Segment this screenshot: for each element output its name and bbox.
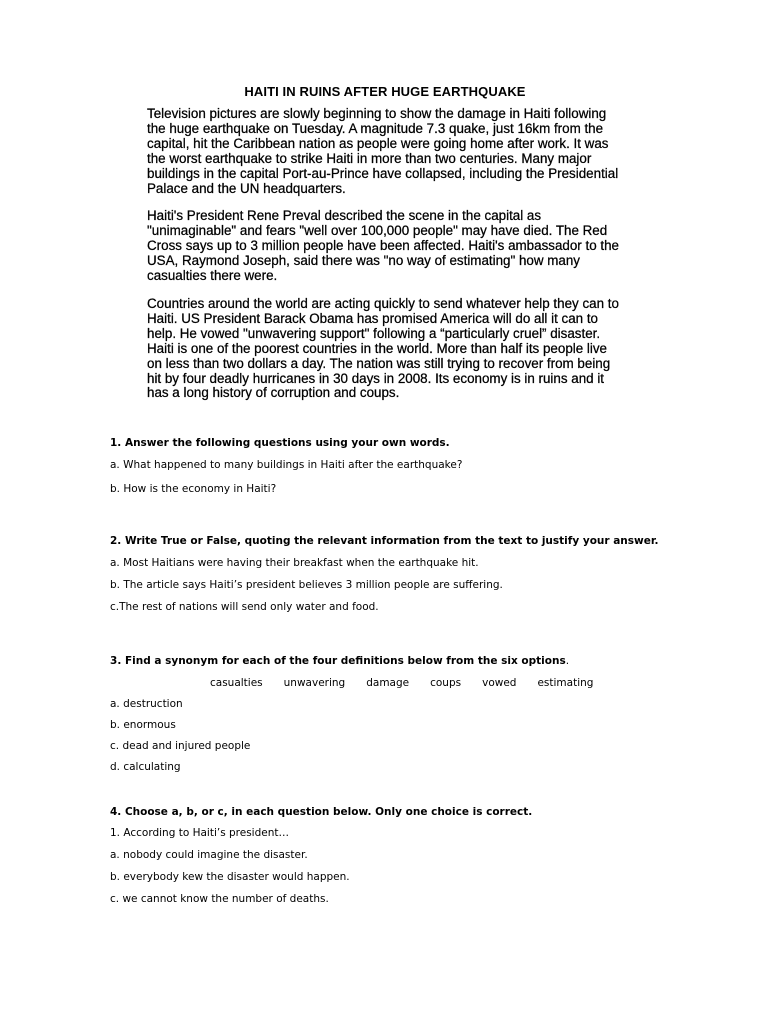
question-4-prompt: 1. According to Haiti’s president…: [110, 827, 289, 839]
word-option: vowed: [482, 677, 517, 689]
question-3-item-a: a. destruction: [110, 698, 183, 710]
question-4-option-b: b. everybody kew the disaster would happen.: [110, 871, 350, 883]
word-options: [210, 676, 614, 690]
article-paragraph-2: Haiti's President Rene Preval described the scene in the capital as "unimaginable" and fears "well over 100,000 people" may have died. The Red Cross says up to 3 million people have been affected. Haiti's ambassador to the USA, Raymond Joseph, said there was "no way of estimating" how many casualties there were.: [147, 208, 619, 284]
question-3-item-c: c. dead and injured people: [110, 740, 251, 752]
question-3-heading-end: .: [565, 655, 570, 667]
question-1-item-a: a. What happened to many buildings in Haiti after the earthquake?: [110, 459, 463, 471]
question-3-heading-text: . Find a synonym for each of the four definitions below from the six options: [117, 655, 566, 667]
question-1-heading: 1. Answer the following questions using your own words.: [110, 437, 450, 449]
question-1-item-b: b. How is the economy in Haiti?: [110, 483, 277, 495]
question-2-item-a: a. Most Haitians were having their breakfast when the earthquake hit.: [110, 557, 479, 569]
article-block: [147, 84, 623, 414]
question-3-number: 3: [110, 655, 118, 667]
question-4-option-a: a. nobody could imagine the disaster.: [110, 849, 308, 861]
question-4-option-c: c. we cannot know the number of deaths.: [110, 893, 329, 905]
word-option: estimating: [537, 677, 594, 689]
word-option: casualties: [210, 677, 263, 689]
question-3-heading: [110, 654, 569, 668]
article-paragraph-3: Countries around the world are acting quickly to send whatever help they can to Haiti. US President Barack Obama has promised America will do all it can to help. He vowed "unwavering support" following a “particularly cruel” disaster. Haiti is one of the poorest countries in the world. More than half its people live on less than two dollars a day. The nation was still trying to recover from being hit by four deadly hurricanes in 30 days in 2008. Its economy is in ruins and it has a long history of corruption and coups.: [147, 295, 619, 401]
question-3-item-b: b. enormous: [110, 719, 176, 731]
question-4-heading: 4. Choose a, b, or c, in each question below. Only one choice is correct.: [110, 806, 533, 818]
question-2-heading: 2. Write True or False, quoting the relevant information from the text to justify your answer.: [110, 535, 659, 547]
article-paragraph-1: Television pictures are slowly beginning to show the damage in Haiti following the huge earthquake on Tuesday. A magnitude 7.3 quake, just 16km from the capital, hit the Caribbean nation as people were going home after work. It was the worst earthquake to strike Haiti in more than two centuries. Many major buildings in the capital Port-au-Prince have collapsed, including the Presidential Palace and the UN headquarters.: [147, 106, 619, 196]
word-option: unwavering: [283, 677, 346, 689]
article-title: HAITI IN RUINS AFTER HUGE EARTHQUAKE: [244, 84, 526, 99]
question-2-item-b: b. The article says Haiti’s president believes 3 million people are suffering.: [110, 579, 503, 591]
question-3-item-d: d. calculating: [110, 761, 181, 773]
word-option: coups: [430, 677, 462, 689]
word-option: damage: [366, 677, 410, 689]
question-2-item-c: c.The rest of nations will send only water and food.: [110, 601, 379, 613]
